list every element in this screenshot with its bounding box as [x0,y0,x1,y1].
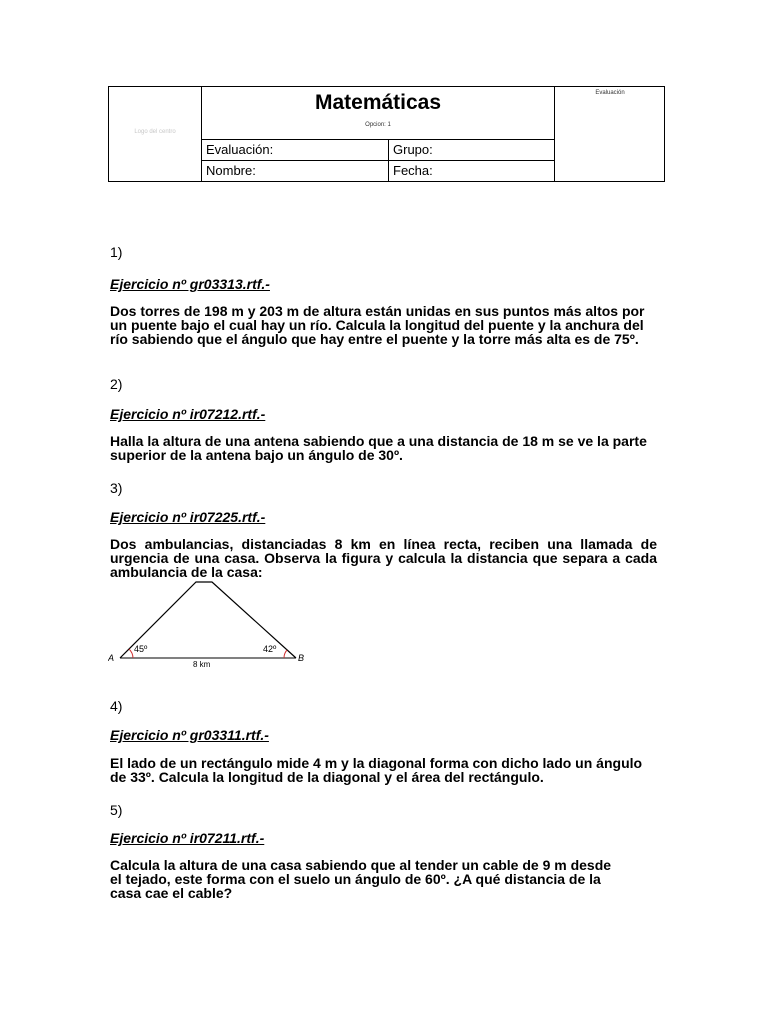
angle-a-label: 45º [134,644,148,654]
nombre-field: Nombre: [202,161,389,182]
exercise-text: Calcula la altura de una casa sabiendo que al tender un cable de 9 m desde el tejado, este forma con el suelo un ángulo de 60º. ¿A qué distancia de la casa cae el cable? [110,857,612,901]
triangle-figure [108,580,308,670]
exercise-text: Dos ambulancias, distanciadas 8 km en línea recta, reciben una llamada de urgencia de una casa. Observa la figura y calcula la distancia que separa a cada ambulancia de la casa: [110,536,657,580]
header-table [108,86,665,182]
exercise-title: Ejercicio nº gr03311.rtf.- [110,727,269,743]
title-cell [202,87,554,140]
exercise-text: El lado de un rectángulo mide 4 m y la diagonal forma con dicho lado un ángulo de 33º. Calcula la longitud de la diagonal y el área del rectángulo. [110,755,643,785]
evaluation-cell [554,87,665,182]
exercise-title: Ejercicio nº gr03313.rtf.- [110,276,270,292]
angle-b-label: 42º [263,644,277,654]
logo-cell [109,87,202,182]
exercise-title: Ejercicio nº ir07211.rtf.- [110,830,265,846]
exercise-number: 2) [110,376,123,392]
page-title: Matemáticas [314,91,442,114]
exercise-number: 1) [110,244,123,260]
option-label: Opcion: 1 [365,122,391,128]
evaluation-label: Evaluación [595,90,625,96]
exercise-title: Ejercicio nº ir07212.rtf.- [110,406,266,422]
angle-arc-b [284,650,287,658]
evaluacion-field: Evaluación: [202,140,389,161]
fields-row [202,161,554,182]
fields-grid [202,140,554,182]
exercise-number: 5) [110,802,123,818]
exercise-text: Dos torres de 198 m y 203 m de altura están unidas en sus puntos más altos por un puente bajo el cual hay un río. Calcula la longitud del puente y la anchura del río sabiendo que el ángulo que hay entre el puente y la torre más alta es de 75º. [110,303,645,347]
vertex-b-label: B [298,653,305,663]
exercise-title: Ejercicio nº ir07225.rtf.- [110,509,266,525]
vertex-a-label: A [108,653,115,663]
exercise-number: 3) [110,480,123,496]
exercise-text: Halla la altura de una antena sabiendo que a una distancia de 18 m se ve la parte superior de la antena bajo un ángulo de 30º. [110,433,647,463]
logo-placeholder: Logo del centro [134,129,176,135]
fields-row [202,140,554,161]
exercise-number: 4) [110,698,123,714]
base-length-label: 8 km [193,660,211,669]
angle-arc-a [129,649,133,658]
grupo-field: Grupo: [393,142,433,157]
fecha-field: Fecha: [393,163,433,178]
triangle-diagram [108,580,308,670]
